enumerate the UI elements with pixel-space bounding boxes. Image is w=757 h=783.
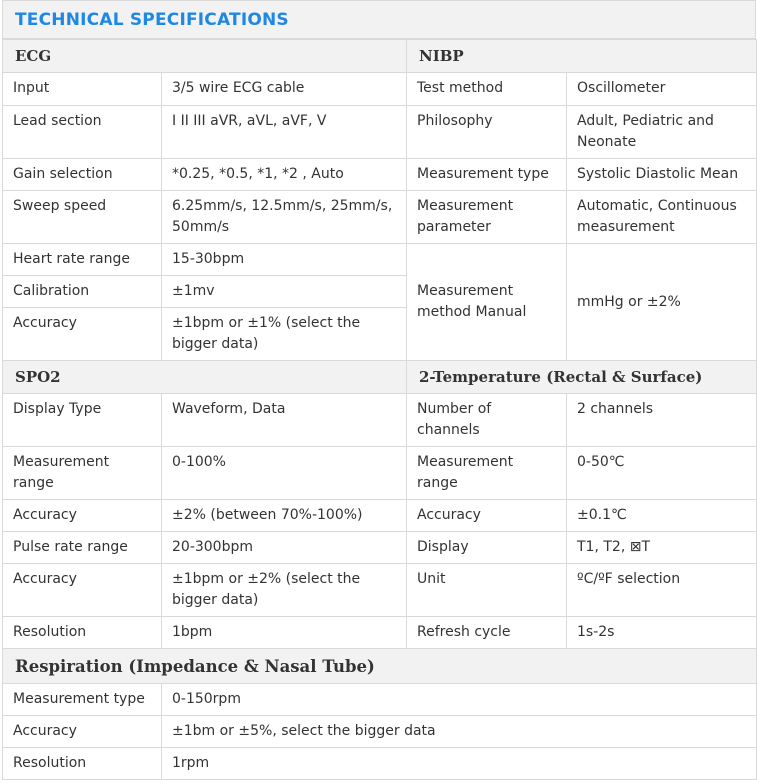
ecg-label: Input	[3, 73, 162, 106]
ecg-label: Calibration	[3, 276, 162, 308]
temperature-label: Display	[407, 532, 567, 564]
ecg-value: *0.25, *0.5, *1, *2 , Auto	[162, 159, 407, 191]
temperature-value: T1, T2, ⊠T	[567, 532, 757, 564]
ecg-label: Lead section	[3, 106, 162, 159]
nibp-value: Automatic, Continuous measurement	[567, 191, 757, 244]
spo2-value: 1bpm	[162, 617, 407, 649]
nibp-value: Adult, Pediatric and Neonate	[567, 106, 757, 159]
ecg-value: ±1mv	[162, 276, 407, 308]
temperature-value: ±0.1℃	[567, 500, 757, 532]
temperature-value: 0-50℃	[567, 447, 757, 500]
page-title: TECHNICAL SPECIFICATIONS	[15, 10, 289, 30]
respiration-label: Measurement type	[3, 684, 162, 716]
nibp-value: mmHg or ±2%	[567, 244, 757, 361]
nibp-label: Measurement method Manual	[407, 244, 567, 361]
respiration-label: Accuracy	[3, 716, 162, 748]
ecg-value: ±1bpm or ±1% (select the bigger data)	[162, 308, 407, 361]
temperature-label: Unit	[407, 564, 567, 617]
temperature-value: 1s-2s	[567, 617, 757, 649]
spo2-label: Accuracy	[3, 500, 162, 532]
ecg-value: 3/5 wire ECG cable	[162, 73, 407, 106]
temperature-heading: 2-Temperature (Rectal & Surface)	[407, 361, 757, 394]
respiration-value: 0-150rpm	[162, 684, 757, 716]
spo2-value: ±2% (between 70%-100%)	[162, 500, 407, 532]
ecg-heading: ECG	[3, 40, 407, 73]
title-bar	[2, 1, 756, 39]
temperature-value: 2 channels	[567, 394, 757, 447]
ecg-value: 6.25mm/s, 12.5mm/s, 25mm/s, 50mm/s	[162, 191, 407, 244]
spec-table-container	[2, 0, 756, 780]
nibp-label: Test method	[407, 73, 567, 106]
temperature-label: Accuracy	[407, 500, 567, 532]
temperature-value: ºC/ºF selection	[567, 564, 757, 617]
respiration-heading: Respiration (Impedance & Nasal Tube)	[3, 649, 757, 684]
nibp-value: Oscillometer	[567, 73, 757, 106]
respiration-value: ±1bm or ±5%, select the bigger data	[162, 716, 757, 748]
ecg-label: Heart rate range	[3, 244, 162, 276]
ecg-value: I II III aVR, aVL, aVF, V	[162, 106, 407, 159]
spo2-heading: SPO2	[3, 361, 407, 394]
nibp-label: Measurement type	[407, 159, 567, 191]
temperature-label: Number of channels	[407, 394, 567, 447]
spo2-value: 0-100%	[162, 447, 407, 500]
nibp-label: Measurement parameter	[407, 191, 567, 244]
spo2-label: Pulse rate range	[3, 532, 162, 564]
spo2-value: 20-300bpm	[162, 532, 407, 564]
nibp-value: Systolic Diastolic Mean	[567, 159, 757, 191]
ecg-label: Sweep speed	[3, 191, 162, 244]
spo2-label: Display Type	[3, 394, 162, 447]
spo2-value: Waveform, Data	[162, 394, 407, 447]
ecg-label: Gain selection	[3, 159, 162, 191]
temperature-label: Refresh cycle	[407, 617, 567, 649]
spo2-label: Measurement range	[3, 447, 162, 500]
spo2-label: Accuracy	[3, 564, 162, 617]
spo2-label: Resolution	[3, 617, 162, 649]
respiration-label: Resolution	[3, 748, 162, 780]
spo2-value: ±1bpm or ±2% (select the bigger data)	[162, 564, 407, 617]
ecg-nibp-table	[2, 39, 757, 780]
ecg-label: Accuracy	[3, 308, 162, 361]
nibp-label: Philosophy	[407, 106, 567, 159]
temperature-label: Measurement range	[407, 447, 567, 500]
ecg-value: 15-30bpm	[162, 244, 407, 276]
respiration-value: 1rpm	[162, 748, 757, 780]
nibp-heading: NIBP	[407, 40, 757, 73]
